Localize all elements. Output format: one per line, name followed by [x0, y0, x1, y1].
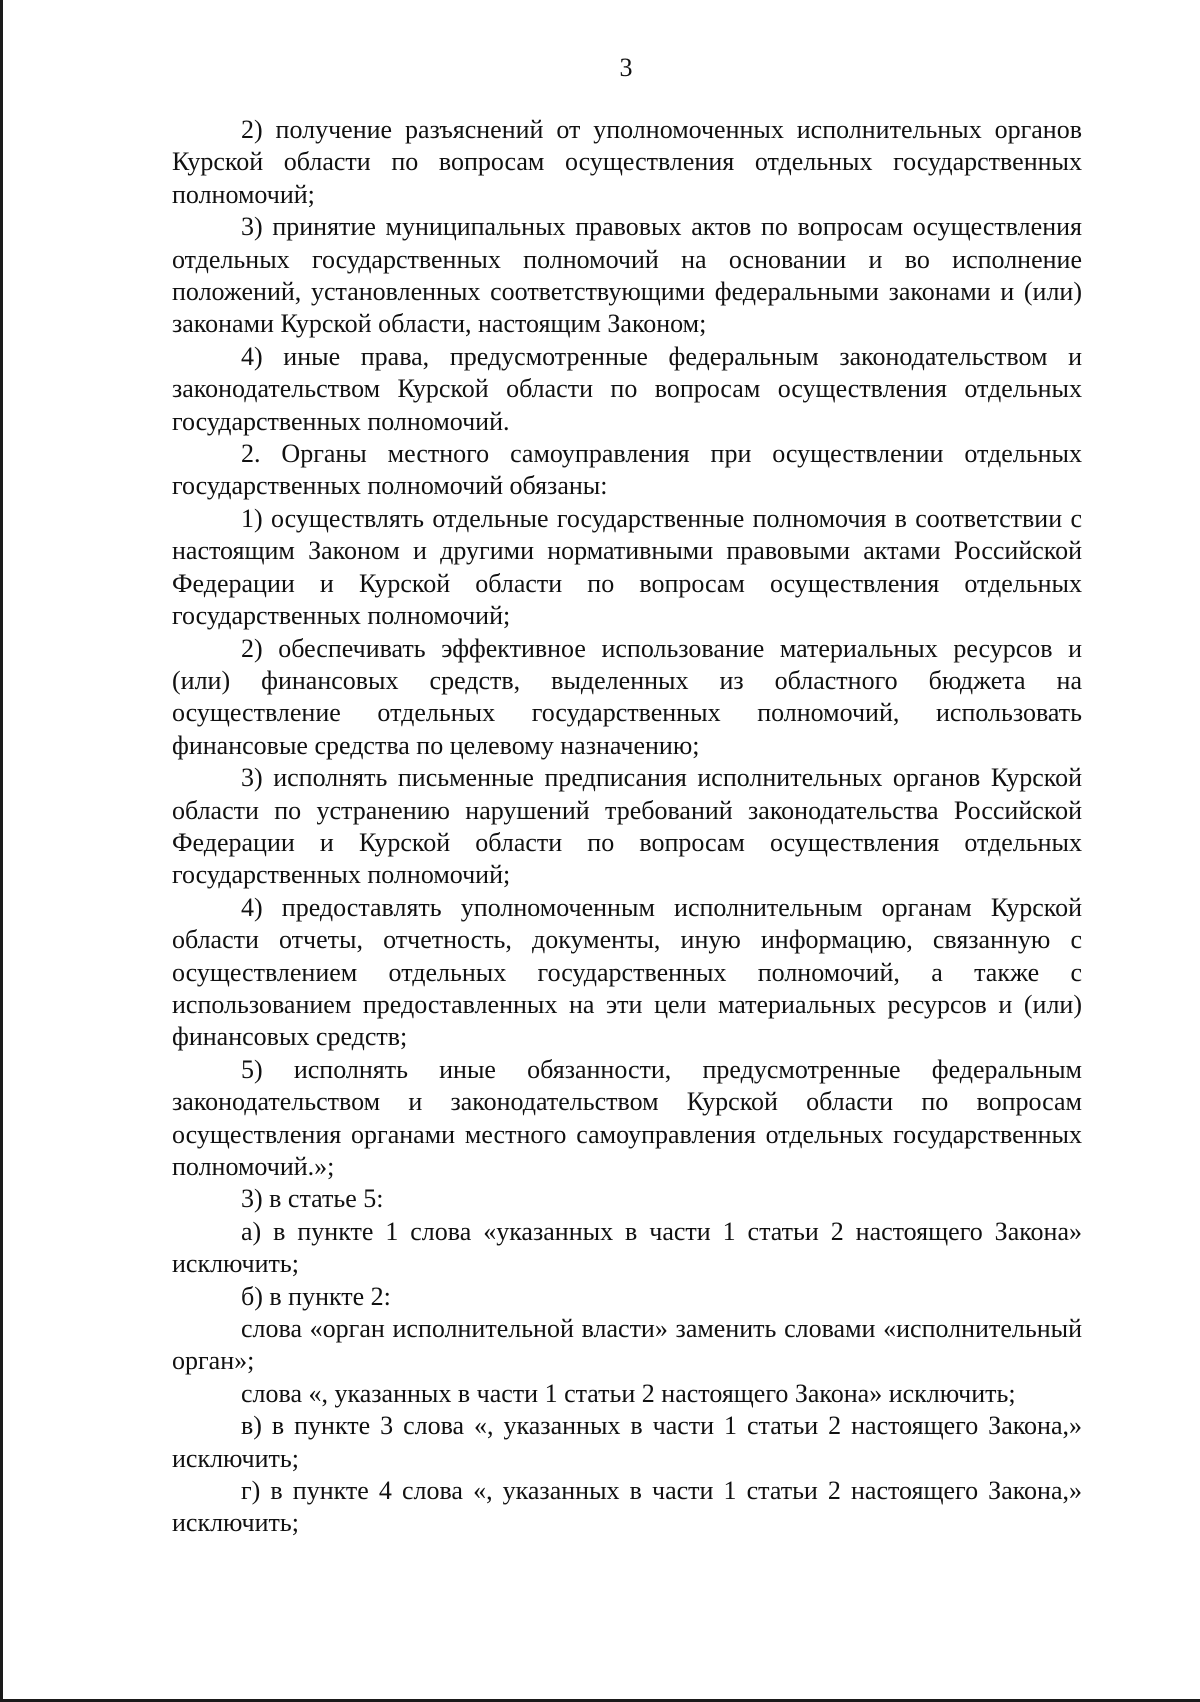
- paragraph-duty-5: 5) исполнять иные обязанности, предусмотренные федеральным законодательством и законодательством Курской области по вопросам осуществления органами местного самоуправления отдельных государственных полномочий.»;: [172, 1054, 1082, 1181]
- document-body: [172, 114, 1082, 1540]
- paragraph-duty-1: 1) осуществлять отдельные государственные полномочия в соответствии с настоящим Законом и другими нормативными правовыми актами Российской Федерации и Курской области по вопросам осуществления отдельных государственных полномочий;: [172, 503, 1082, 631]
- paragraph-duty-4: 4) предоставлять уполномоченным исполнительным органам Курской области отчеты, отчетность, документы, иную информацию, связанную с осуществлением отдельных государственных полномочий, а также с использованием предоставленных на эти цели материальных ресурсов и (или) финансовых средств;: [172, 892, 1082, 1052]
- paragraph-article-5: 3) в статье 5:: [241, 1184, 384, 1214]
- paragraph-right-3: 3) принятие муниципальных правовых актов по вопросам осуществления отдельных государственных полномочий на основании и во исполнение положений, установленных соответствующими федеральными законами и (или) законами Курской области, настоящим Законом;: [172, 212, 1082, 339]
- scan-edge-left: [0, 0, 3, 1702]
- paragraph-right-2: 2) получение разъяснений от уполномоченных исполнительных органов Курской области по вопросам осуществления отдельных государственных полномочий;: [172, 115, 1082, 209]
- paragraph-section-2: 2. Органы местного самоуправления при осуществлении отдельных государственных полномочий обязаны:: [172, 439, 1082, 501]
- paragraph-item-b-words-2: слова «, указанных в части 1 статьи 2 настоящего Закона» исключить;: [241, 1378, 1016, 1408]
- paragraph-item-g: г) в пункте 4 слова «, указанных в части 1 статьи 2 настоящего Закона,» исключить;: [172, 1476, 1082, 1538]
- paragraph-duty-2: 2) обеспечивать эффективное использование материальных ресурсов и (или) финансовых средств, выделенных из областного бюджета на осуществление отдельных государственных полномочий, использовать финансовые средства по целевому назначению;: [172, 633, 1082, 760]
- paragraph-item-b: б) в пункте 2:: [241, 1281, 391, 1311]
- paragraph-item-v: в) в пункте 3 слова «, указанных в части 1 статьи 2 настоящего Закона,» исключить;: [172, 1411, 1082, 1473]
- paragraph-item-b-words-1: слова «орган исполнительной власти» заменить словами «исполнительный орган»;: [172, 1314, 1082, 1376]
- paragraph-item-a: а) в пункте 1 слова «указанных в части 1 статьи 2 настоящего Закона» исключить;: [172, 1216, 1082, 1279]
- paragraph-right-4: 4) иные права, предусмотренные федеральным законодательством и законодательством Курской области по вопросам осуществления отдельных государственных полномочий.: [172, 341, 1082, 436]
- paragraph-duty-3: 3) исполнять письменные предписания исполнительных органов Курской области по устранению нарушений требований законодательства Российской Федерации и Курской области по вопросам осуществления отдельных государственных полномочий;: [172, 763, 1082, 890]
- page-number: 3: [619, 53, 633, 82]
